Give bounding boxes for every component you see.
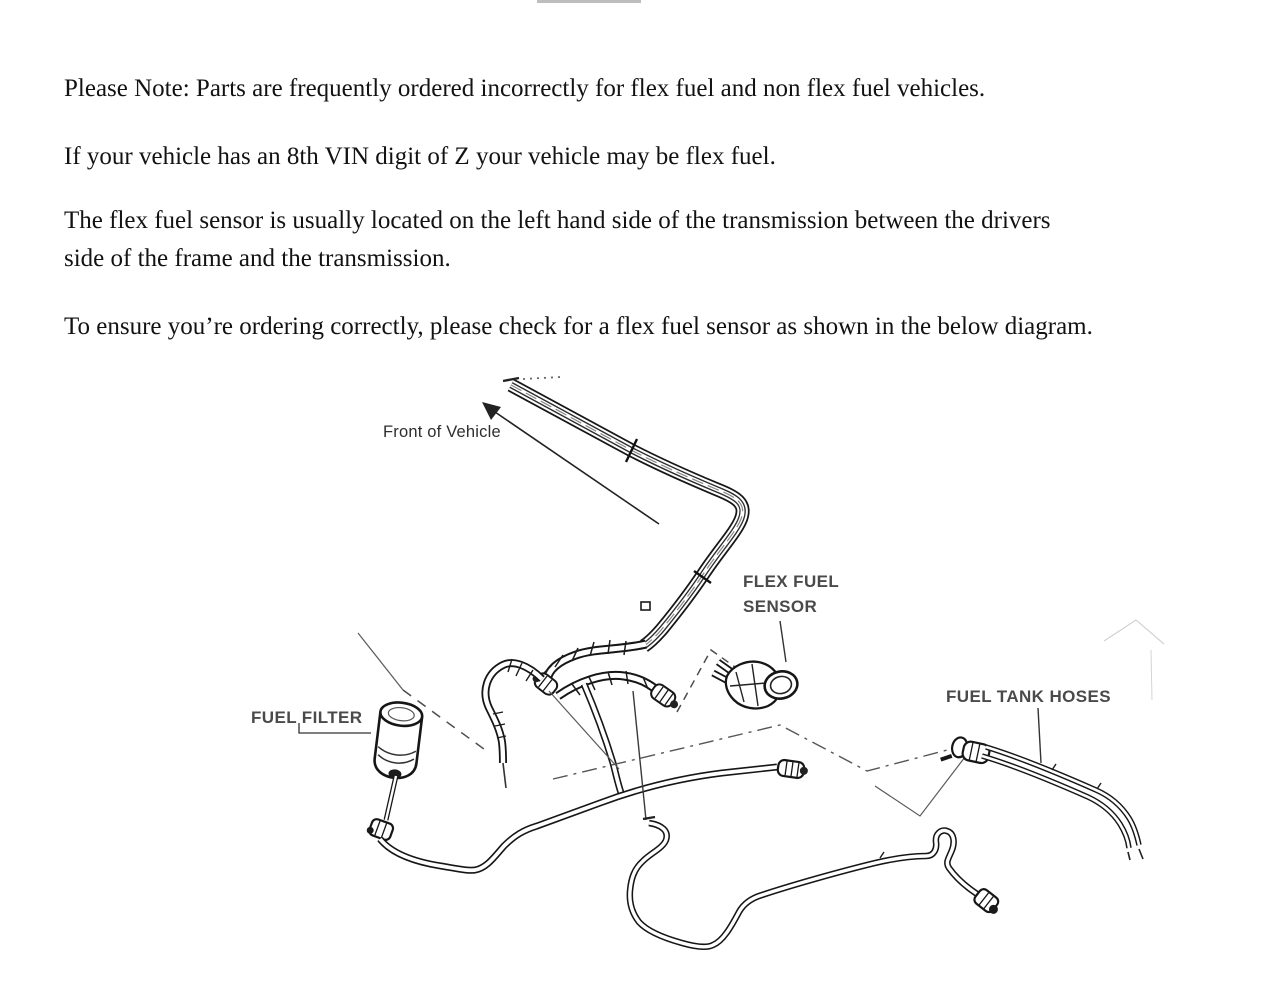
note-paragraph-1: Please Note: Parts are frequently ordered incorrectly for flex fuel and non flex fuel vehicles. [64, 75, 986, 102]
bottom-left-fuel-line [380, 767, 777, 870]
faint-vertical-line [1151, 650, 1152, 700]
cluster-down-hose [584, 684, 623, 798]
bottom-fuel-line [630, 817, 1004, 947]
bundle-clip-tab [641, 602, 650, 610]
fuel-filter-stem [386, 776, 396, 820]
bundle-end-dots [523, 377, 561, 379]
thin-guide-d [549, 691, 619, 769]
guide-apex-line [358, 633, 403, 690]
fuel-filter-label: FUEL FILTER [251, 708, 363, 727]
faint-peak-line [1104, 620, 1164, 644]
tube-nub [880, 852, 884, 858]
arrowhead-icon [482, 402, 501, 420]
cluster-right-fitting [649, 682, 683, 712]
fuel-tank-hoses-label: FUEL TANK HOSES [946, 687, 1111, 706]
fuel-line-bundle [503, 377, 743, 646]
flex-fuel-sensor-label-line2: SENSOR [743, 597, 818, 616]
tube-open-end-tick [643, 817, 655, 819]
sensor-leader-line [780, 621, 786, 662]
note-paragraph-2: If your vehicle has an 8th VIN digit of Z your vehicle may be flex fuel. [64, 143, 776, 170]
front-of-vehicle-label: Front of Vehicle [383, 423, 501, 441]
fuel-filter [373, 700, 424, 781]
j-hose-stem [503, 763, 506, 788]
note-paragraph-4: To ensure you’re ordering correctly, please check for a flex fuel sensor as shown in the below diagram. [64, 313, 1093, 340]
tank-hose-tips [1128, 849, 1143, 860]
flex-fuel-sensor-label-line1: FLEX FUEL [743, 572, 840, 591]
fuel-tank-hoses-leader [1038, 708, 1041, 763]
tank-hose-fitting [941, 734, 991, 769]
fuel-tank-hoses [941, 734, 1143, 860]
note-paragraph-3-line2: side of the frame and the transmission. [64, 245, 451, 272]
vertical-guide-line [633, 691, 646, 820]
dashed-guide-lines [358, 620, 1164, 816]
note-paragraph-3-line1: The flex fuel sensor is usually located on the left hand side of the transmission between the drivers [64, 207, 1051, 234]
inline-fitting-right [777, 759, 809, 779]
flex-fuel-sensor [713, 662, 800, 709]
hose-cluster [530, 640, 683, 712]
filter-outlet-fitting [366, 817, 395, 841]
